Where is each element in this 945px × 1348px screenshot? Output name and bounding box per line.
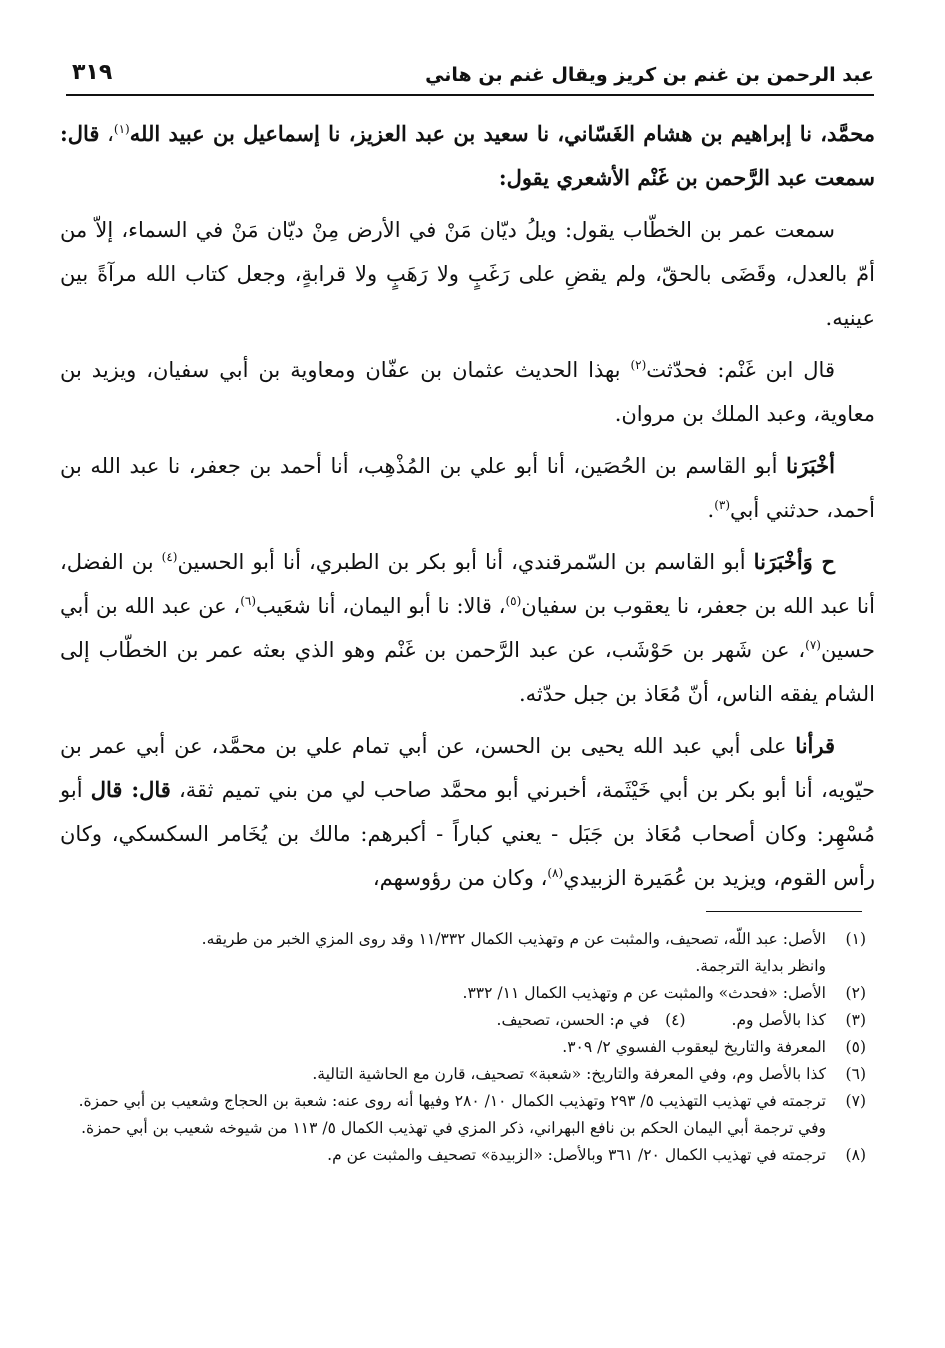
footnote-number: (١) (845, 930, 866, 948)
paragraph-text: أبو مُسْهِر: وكان أصحاب مُعَاذ بن جَبَل - يعني كباراً - أكبرهم: مالك بن يُخَامر السكسكي، وكان رأس القوم، ويزيد بن عُمَيرة الزبيدي (60, 778, 875, 890)
footnote-line: وانظر بداية الترجمة. (695, 957, 826, 975)
paragraph-6 (60, 724, 875, 900)
footnote-separator (706, 911, 862, 912)
footnote-text: كذا بالأصل وم، وفي المعرفة والتاريخ: «شعبة» تصحيف، قارن مع الحاشية التالية. (312, 1065, 826, 1083)
footnote-ref: (٧) (805, 638, 821, 652)
footnote-line: ترجمته في تهذيب التهذيب ٥/ ٢٩٣ وتهذيب الكمال ١٠/ ٢٨٠ وفيها أنه روى عنه: شعبة بن الحجاج وشعيب بن أبي حمزة. (78, 1092, 826, 1110)
footnote-text: الأصل: «فحدث» والمثبت عن م وتهذيب الكمال ١١/ ٣٣٢. (462, 984, 826, 1002)
page-number: ٣١٩ (72, 60, 113, 85)
footnote-number: (٣) (845, 1011, 866, 1029)
footnote-number: (٢) (845, 984, 866, 1002)
bold-phrase: أخْبَرَنا (786, 453, 835, 478)
footnote-text: في م: الحسن، تصحيف. (496, 1011, 650, 1029)
paragraph-text: ، وكان من رؤوسهم، (372, 866, 548, 890)
footnote-text: ترجمته في تهذيب الكمال ٢٠/ ٣٦١ وبالأصل: «الزبيدة» تصحيف والمثبت عن م. (327, 1146, 826, 1164)
footnote-ref: (٥) (505, 594, 522, 608)
footnote-number: (٤) (665, 1011, 686, 1029)
footnote-number: (٥) (845, 1038, 866, 1056)
footnote-line: وفي ترجمة أبي اليمان الحكم بن نافع البهراني، ذكر المزي في تهذيب الكمال ٥/ ١١٣ من شيوخه شعيب بن أبي حمزة. (81, 1119, 826, 1137)
chain-text: محمَّد، نا إبراهيم بن هشام الغَسّاني، نا سعيد بن عبد العزيز، نا إسماعيل بن عبيد الله (129, 121, 875, 146)
footnote-number: (٧) (845, 1092, 866, 1110)
bold-phrase: قال: قال (90, 777, 171, 802)
paragraph-text: بهذا الحديث عثمان بن عفّان ومعاوية بن أبي سفيان، ويزيد بن معاوية، وعبد الملك بن مروان. (60, 358, 875, 426)
bold-phrase: قرأنا (795, 733, 835, 758)
footnotes (66, 926, 866, 1169)
paragraph-text: ، عن شَهر بن حَوْشَب، عن عبد الرَّحمن بن غَنْم وهو الذي بعثه عمر بن الخطّاب إلى الشام يفقه الناس، أنّ مُعَاذ بن جبل حدّثه. (60, 638, 875, 706)
footnote-7 (66, 1088, 866, 1142)
bold-phrase: ح وَأخْبَرَنا (753, 549, 836, 574)
paragraph-text: سمعت عمر بن الخطّاب يقول: ويلُ ديّان مَنْ في الأرض مِنْ ديّان مَنْ في السماء، إلاّ من أمّ بالعدل، وقَضَى بالحقّ، ولم يقضِ على رَغَبٍ ولا رَهَبٍ ولا قرابةٍ، وجعل كتاب الله مرآةً بين عينيه. (60, 218, 875, 330)
footnote-8 (66, 1142, 866, 1169)
paragraph-5 (60, 540, 875, 716)
paragraph-2 (60, 208, 875, 340)
footnote-ref: (١) (113, 122, 130, 136)
bold-phrase: قال: سمعت عبد الرَّحمن بن غَنْم الأشعري يقول: (60, 121, 875, 190)
footnote-text (66, 1088, 826, 1142)
footnote-number: (٨) (845, 1146, 866, 1164)
footnote-ref: (٦) (240, 594, 257, 608)
footnote-5 (66, 1034, 866, 1061)
footnote-text: كذا بالأصل وم. (731, 1011, 826, 1029)
footnote-2 (66, 980, 866, 1007)
paragraph-text: قال ابن غَنْم: فحدّثت (646, 358, 835, 382)
footnote-ref: (٢) (630, 358, 647, 372)
paragraph-text: أبو القاسم بن السّمرقندي، أنا أبو بكر بن الطبري، أنا أبو الحسين (177, 550, 754, 574)
footnote-ref: (٤) (161, 550, 178, 564)
footnote-line: الأصل: عبد اللّه، تصحيف، والمثبت عن م وتهذيب الكمال ١١/٣٣٢ وقد روى المزي الخبر من طريقه. (201, 930, 826, 948)
page-header (66, 58, 874, 96)
punctuation: ، (107, 122, 114, 146)
paragraph-text: بن الفضل، أنا عبد الله بن جعفر، نا يعقوب بن سفيان (60, 550, 875, 618)
paragraph-text: على أبي عبد الله يحيى بن الحسن، عن أبي تمام علي بن محمَّد، عن أبي عمر بن حيّويه، أنا أبو بكر بن أبي خَيْثَمة، أخبرني أبو محمَّد صاحب لي من بني تميم ثقة، (60, 734, 876, 802)
main-text (60, 112, 875, 908)
running-title: عبد الرحمن بن غنم بن كريز ويقال غنم بن هاني (425, 64, 874, 86)
footnote-ref: (٨) (547, 866, 564, 880)
paragraph-text: ، عن عبد الله بن أبي حسين (60, 594, 875, 662)
paragraph-1 (60, 112, 875, 200)
footnote-text: المعرفة والتاريخ ليعقوب الفسوي ٢/ ٣٠٩. (562, 1038, 826, 1056)
paragraph-4 (60, 444, 875, 532)
footnote-number: (٦) (845, 1065, 866, 1083)
footnote-4 (497, 1007, 686, 1034)
paragraph-text: ، قالا: نا أبو اليمان، أنا شعَيب (256, 594, 506, 618)
footnote-ref: (٣) (714, 498, 731, 512)
paragraph-3 (60, 348, 875, 436)
footnote-text (66, 926, 826, 980)
punctuation: . (707, 498, 715, 522)
footnote-1 (66, 926, 866, 980)
paragraph-text: أبو القاسم بن الحُصَين، أنا أبو علي بن المُذْهِب، أنا أحمد بن جعفر، نا عبد الله بن أحمد، حدثني أبي (60, 454, 875, 522)
footnote-6 (66, 1061, 866, 1088)
footnote-3-4 (66, 1007, 866, 1034)
